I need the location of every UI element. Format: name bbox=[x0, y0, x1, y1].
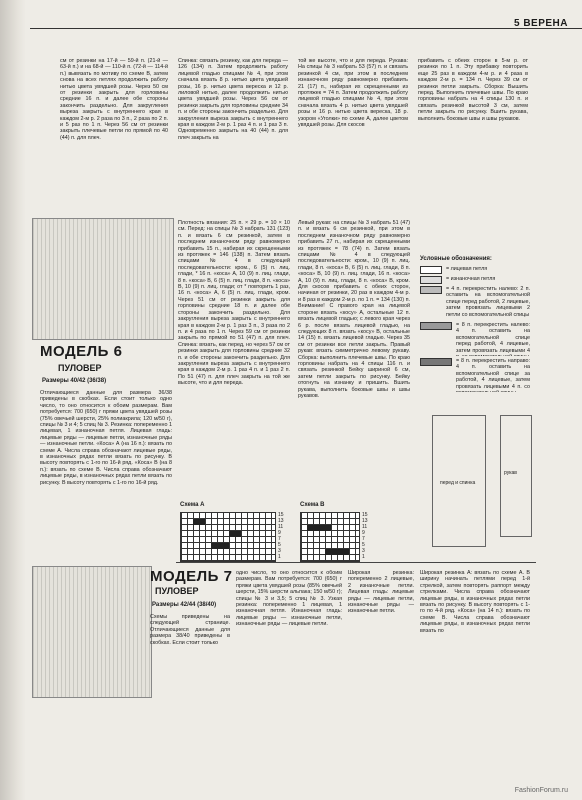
pattern-label-sleeve: рукав bbox=[504, 470, 517, 476]
scheme-a-row-13: 13 bbox=[278, 518, 284, 524]
model7-col-3: Широкая резинка: попеременно 2 лицевые, 2 изнаночные петли. Лицевая гладь: лицевые ряды — лицевые петли, изнаночные ряды — изнаночные петли. bbox=[348, 570, 414, 615]
scheme-b-row-7: 7 bbox=[362, 536, 365, 542]
scheme-b-cell bbox=[307, 525, 331, 531]
scheme-a-row-7: 7 bbox=[278, 536, 281, 542]
watermark: FashionForum.ru bbox=[514, 787, 568, 794]
legend-item-2: = изнаночная петля bbox=[446, 276, 496, 282]
legend-title: Условные обозначения: bbox=[420, 256, 492, 262]
top-col-2: Спинка: связать резинку, как для переда — 126 (134) п. Затем продолжить работу лицевой гладью спицами № 4, при этом сначала вязать 8 р. нитью цвета увядшей розы, 16 р. нитью цвета вереска и 12 р. лиловой нитью, далее продолжить нитью цвета увядшей розы. Через 56 см от резинки закрыть для горловины средние 34 п. и обе стороны закончить раздельно. Для закругления выреза закрыть с внутреннего края в каждом 2-м р. 1 раз 4 п. и 1 раз 3 п. Одновременно закрыть на 40 (44) п. для плеч закрыть на bbox=[178, 58, 288, 141]
scheme-b-row-13: 13 bbox=[362, 518, 368, 524]
scheme-b-row-1: 1 bbox=[362, 554, 365, 560]
header-rule bbox=[30, 28, 582, 29]
model7-sizes: Размеры 42/44 (38/40) bbox=[152, 602, 217, 608]
scheme-b-row-15: 15 bbox=[362, 512, 368, 518]
scheme-a-row-3: 3 bbox=[278, 548, 281, 554]
legend-item-3: = 4 п. перекрестить налево: 2 п. оставить на вспомогательной спице перед работой, 2 лицевые, затем провязать лицевыми 2 петли со вспомогательной спицы bbox=[446, 286, 530, 318]
scheme-b-row-11: 11 bbox=[362, 524, 368, 530]
scheme-a-row-1: 1 bbox=[278, 554, 281, 560]
sleeve-pattern-diagram bbox=[500, 415, 532, 537]
section-divider bbox=[176, 562, 536, 563]
model6-subtitle: ПУЛОВЕР bbox=[58, 363, 102, 373]
scheme-b-label: Схема В bbox=[300, 502, 325, 508]
model6-sizes: Размеры 40/42 (36/38) bbox=[42, 378, 107, 384]
legend-item-5: = 8 п. перекрестить направо: 4 п. оставить на вспомогательной спице за работой, 4 лицевые, затем провязать лицевыми 4 п. со bbox=[456, 358, 530, 390]
scheme-a-grid bbox=[180, 512, 276, 562]
model7-title: МОДЕЛЬ 7 bbox=[150, 568, 233, 585]
scheme-a-row-5: 5 bbox=[278, 542, 281, 548]
legend-item-4: = 8 п. перекрестить налево: 4 п. оставить на вспомогательной спице перед работой, 4 лицевые, затем провязать лицевыми 4 bbox=[456, 322, 530, 354]
legend-cross4-symbol bbox=[420, 286, 442, 294]
legend-cross8-right-symbol bbox=[420, 358, 452, 366]
model6-col-4-top bbox=[420, 224, 530, 248]
model6-col-3: Левый рукав: на спицы № 3 набрать 51 (47) п. и вязать 6 см резинкой, при этом в последнем изнаночном ряду равномерно прибавить 27 п., набирая их скрещенными из протяжек = 78 (74) п. Затем вязать спицами № 4 в следующей последовательности: кром., 10 (9) п. лиц. глади, 8 п. «коса» В, 6 (5) п. лиц. глади, 8 п. «коса» В, 10 (9) п. лиц. глади, 16 п. «коса» А, 10 (9) п. лиц. глади, 8 п. «коса» В, кром. Для скосов прибавить с обеих сторон, начиная от резинки, 20 раз в каждом 4-м р. и 8 раз в каждом 2-м р. по 1 п. = 134 (130) п. Внимание! С правого края на лицевой стороне вязать «косу» А, остальные 12 п. вязать лицевой гладью; с левого края через 6 р. после вязать лицевой гладью, на следующих 8 п. вязать «косу» В, остальные 14 (15) п. вязать лицевой гладью. Через 35 см от резинки все петли закрыть. Правый рукав: вязать симметрично левому рукаву. Сборка: выполнить плечевые швы. По краю горловины набрать на 4 спицы 116 п. и связать резинкой Бейку шириной 6 см, затем петли закрыть по рисунку. Бейку отогнуть на изнанку и пришить. Вшить рукава, выполнить боковые швы и швы рукавов. bbox=[298, 220, 410, 399]
scheme-a-cell bbox=[193, 519, 205, 525]
top-col-4: прибавить с обеих сторон в 5-м р. от резинки по 1 п. Эту прибавку повторить еще 25 раз в каждом 4-м р. и 4 раза в каждом 2-м р. = 134 п. Через 39 см от резинки петли закрыть. Сборка: Вышить перед. Выполнить плечевые швы. По краю горловины набрать на 4 спицы 130 п. и связать резинкой высотой 3 см, затем петли закрыть по рисунку. Вшить рукава, выполнить боковые швы и швы рукавов. bbox=[418, 58, 528, 122]
scheme-b-row-5: 5 bbox=[362, 542, 365, 548]
scheme-a-cell bbox=[229, 531, 241, 537]
legend-cross8-left-symbol bbox=[420, 322, 452, 330]
model6-sweater-photo bbox=[32, 218, 174, 340]
scheme-a-label: Схема А bbox=[180, 502, 205, 508]
top-col-3: той же высоте, что и для переда. Рукава: На спицы № 3 набрать 53 (57) п. и связать резинкой 4 см, при этом в последнем изнаночном ряду равномерно прибавить 21 (17) п., набирая их скрещенными из протяжек = 74 п. Затем продолжить работу лицевой гладью спицами № 4, при этом сначала вязать 4 р. нитью цвета увядшей розы и 16 р. нитью цвета вереска, 18 р. узором «Уголки» по схеме А, далее цветом увядшей розы. Для скосов bbox=[298, 58, 408, 129]
pattern-label-front-back: перед и спинка bbox=[440, 480, 476, 486]
scheme-a-row-15: 15 bbox=[278, 512, 284, 518]
model6-col-2: Плотность вязания: 25 п. × 29 р. = 10 × 10 см. Перед: на спицы № 3 набрать 131 (123) п. и вязать 6 см резинкой, затем в последнем изнаночном ряду равномерно прибавить 15 п., набирая их скрещенными из протяжек = 146 (138) п. Затем вязать спицами № 4 в следующей последовательности: кром., 6 (5) п. лиц. глади, * 16 п. «коса» А, 10 (9) п. лиц. глади, 8 п. «коса» В, 6 (5) п. лиц. глади, 8 п. «коса» В, 10 (9) п. лиц. глади; от * повторить 1 раз, 16 п. «коса» А, 6 (5) п. лиц. глади, кром. Через 51 см от резинки закрыть для горловины средние 18 п. и далее обе стороны закончить раздельно. Для закругления выреза закрыть с внутреннего края в каждом 2-м р. 1 раз 3 п., 3 раза по 2 п. и 4 раза по 1 п. Через 59 см от резинки закрыть по прямой по 51 (47) п. для плеч. Спинка: вязать, как перед, но через 57 см от резинки закрыть для горловины средние 32 п. и обе стороны закончить раздельно. Для закругления выреза закрыть с внутреннего края в каждом 2-м р. 1 раз 4 п. и 1 раз 2 п. По 51 (47) п. для плеч закрыть на той же высоте, что и для переда. bbox=[178, 220, 290, 387]
model7-sweater-photo bbox=[32, 566, 152, 698]
model7-col-4: Широкая резинка А: вязать по схеме А. В ширину начинать петлями перед 1-й стрелкой, затем повторять раппорт между стрелками. Числа справа обозначают лицевые ряды, в изнаночных рядах петли вязать по рисунку. В высоту повторять с 1-го по 4-й ряд. «Коса» (на 14 п.): вязать по схеме В. Числа справа обозначают лицевые ряды, в изнаночных рядах петли вязать по bbox=[420, 570, 530, 634]
legend-knit-symbol bbox=[420, 266, 442, 274]
legend-item-1: = лицевая петля bbox=[446, 266, 488, 272]
model6-col-1: Отличающиеся данные для размера 36/38 приведены в скобках. Если стоит только одно число, то оно относится к обоим размерам. Вам потребуется: 700 (650) г пряжи цвета увядшей розы (75% овечьей шерсти, 25% полиакрила; 120 м/50 г), спицы № 3 и 4; 5 спиц № 3. Резинка: попеременно 1 лицевая, 1 изнаночная петля. Лицевая гладь: лицевые ряды — лицевые петли, изнаночные ряды — изнаночные петли. «Коса» А (на 16 п.): вязать по схеме А. Числа справа обозначают лицевые ряды, в изнаночных рядах петли вязать по рисунку. В высоту повторять с 1-го по 16-й ряд. «Коса» В (на 8 п.): вязать по схеме В. Числа справа обозначают лицевые ряды, в изнаночных рядах петли вязать по рисунку. В высоту повторять с 1-го по 16-й ряд. bbox=[40, 390, 172, 486]
legend-purl-symbol bbox=[420, 276, 442, 284]
model7-subtitle: ПУЛОВЕР bbox=[155, 586, 199, 596]
scheme-b-cell bbox=[325, 549, 349, 555]
scheme-b-row-9: 9 bbox=[362, 530, 365, 536]
model7-col-1: Схемы приведены на следующей странице. Отличающиеся данные для размера 38/40 приведены в скобках. Если стоит только bbox=[150, 614, 230, 646]
scheme-a-cell bbox=[211, 543, 229, 549]
scheme-a-row-11: 11 bbox=[278, 524, 284, 530]
page-binding-shadow bbox=[0, 0, 26, 800]
scheme-b-grid bbox=[300, 512, 360, 562]
scheme-b-row-3: 3 bbox=[362, 548, 365, 554]
magazine-header: 5 ВЕРЕНА bbox=[513, 18, 568, 29]
scheme-a-row-9: 9 bbox=[278, 530, 281, 536]
model6-title: МОДЕЛЬ 6 bbox=[40, 343, 123, 360]
model7-col-2: одно число, то оно относится к обоим размерам. Вам потребуется: 700 (650) г пряжи цвета увядшей розы (85% овечьей шерсти, 15% шерсти альпака; 150 м/50 г); спицы № 3 и 3,5; 5 спиц № 3. Узкая резинка: попеременно 1 лицевая, 1 изнаночная петля. Изнаночная гладь: лицевые ряды — изнаночные петли, изнаночные ряды — лицевые петли. bbox=[236, 570, 342, 628]
top-col-1: см от резинки на 17-й — 59-й п. (21-й — 63-й п.) и на 68-й — 110-й п. (72-й — 114-й п.) вывязать по мотиву по схеме В, затем снова на всех петлях продолжить работу нитью цвета увядшей розы. Через 50 см от резинки закрыть для горловины средние 16 п. и далее обе стороны закончить раздельно. Для закругления вырезa закрыть с внутреннего края в каждом 2-м р. 2 раза по 3 п., 2 раза по 2 п. и 5 раз по 1 п. Через 56 см от резинки закрыть плечевые петли по прямой по 40 (44) п. для плеч. bbox=[60, 58, 168, 141]
